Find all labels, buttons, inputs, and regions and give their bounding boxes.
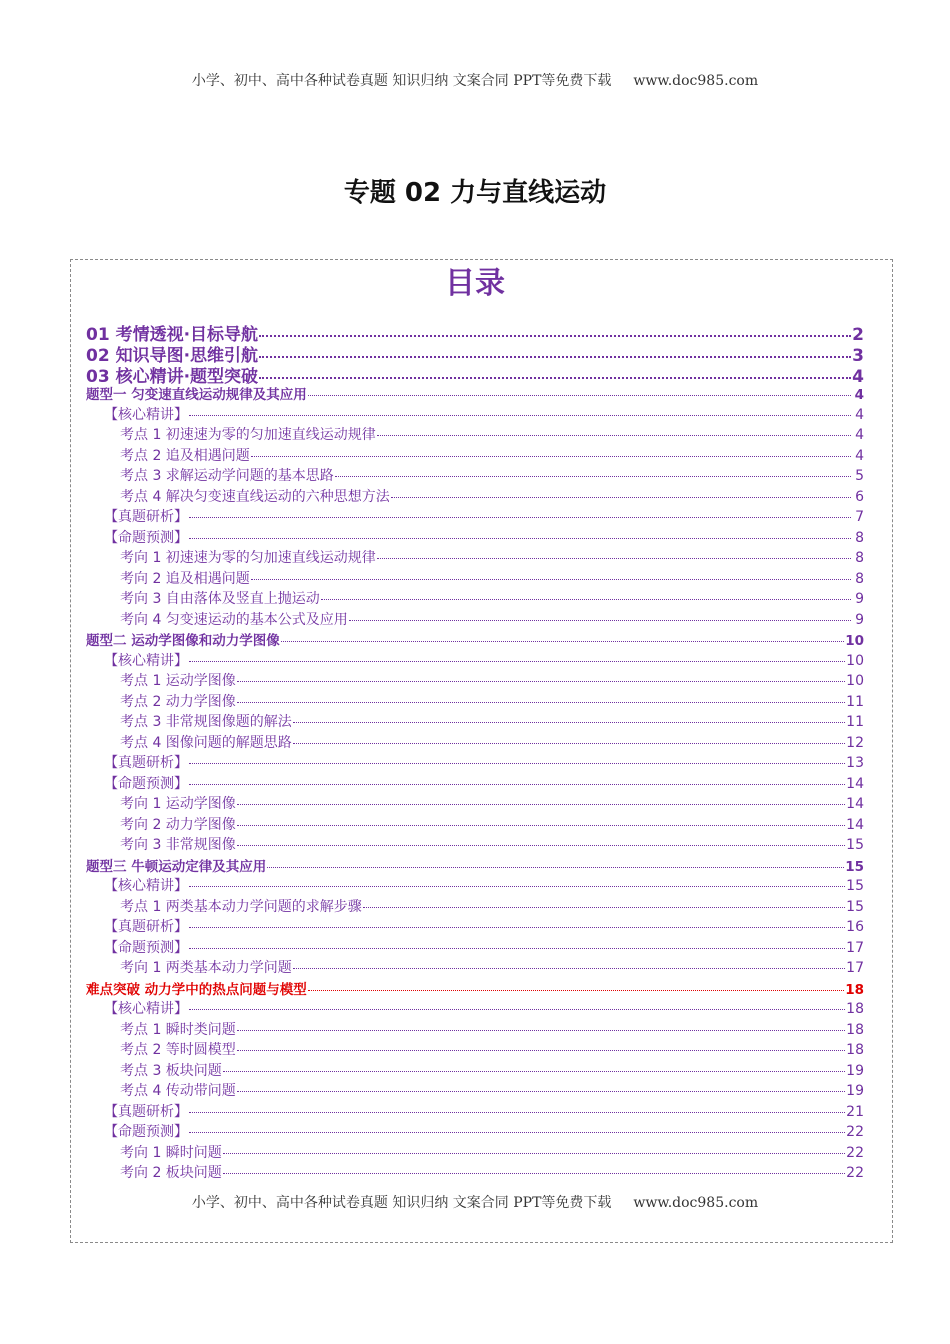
- toc-entry-page: 18: [846, 1042, 864, 1058]
- toc-entry[interactable]: [86, 834, 864, 855]
- dot-leader: [321, 599, 851, 600]
- toc-entry-label: 考点 2 动力学图像: [120, 693, 236, 710]
- dot-leader: [251, 456, 851, 457]
- toc-entry[interactable]: [86, 711, 864, 732]
- toc-entry-page: 10: [846, 673, 864, 689]
- page-header: [0, 70, 950, 90]
- toc-entry-page: 4: [855, 406, 864, 423]
- header-text: 小学、初中、高中各种试卷真题 知识归纳 文案合同 PPT等免费下载: [191, 73, 612, 89]
- toc-entry[interactable]: [86, 424, 864, 445]
- toc-entry[interactable]: [86, 527, 864, 548]
- dot-leader: [189, 1009, 845, 1010]
- toc-heading: 目录: [445, 266, 505, 301]
- toc-entry-page: 18: [846, 1001, 864, 1017]
- toc-entry[interactable]: [86, 916, 864, 937]
- toc-entry-page: 22: [846, 1165, 864, 1181]
- dot-leader: [237, 1030, 845, 1031]
- toc-entry-label: 考向 2 板块问题: [120, 1165, 222, 1181]
- toc-entry-page: 7: [855, 509, 864, 525]
- toc-entry-label: 考点 1 两类基本动力学问题的求解步骤: [120, 898, 362, 915]
- dot-leader: [223, 1153, 845, 1154]
- dot-leader: [281, 641, 845, 642]
- toc-entry-label: 【核心精讲】: [104, 878, 188, 894]
- toc-entry[interactable]: [86, 855, 864, 876]
- toc-entry-label: 考向 4 匀变速运动的基本公式及应用: [120, 611, 348, 628]
- toc-entry-label: 题型二 运动学图像和动力学图像: [86, 633, 280, 649]
- toc-entry[interactable]: [86, 1142, 864, 1163]
- toc-entry[interactable]: [86, 875, 864, 896]
- toc-entry-label: 【命题预测】: [104, 529, 188, 546]
- toc-entry[interactable]: [86, 588, 864, 609]
- dot-leader: [363, 907, 845, 908]
- toc-entry-page: 11: [846, 714, 864, 730]
- toc-entry-label: 考向 2 动力学图像: [120, 816, 236, 833]
- toc-entry[interactable]: [86, 486, 864, 507]
- toc-entry-page: 19: [846, 1062, 864, 1079]
- toc-entry-page: 10: [845, 633, 864, 649]
- toc-entry[interactable]: [86, 773, 864, 794]
- dot-leader: [237, 702, 845, 703]
- toc-entry-page: 18: [845, 981, 864, 998]
- toc-entry[interactable]: [86, 341, 864, 366]
- toc-entry[interactable]: [86, 609, 864, 630]
- page-footer: [0, 1192, 950, 1212]
- dot-leader: [308, 990, 845, 991]
- toc-entry[interactable]: [86, 650, 864, 671]
- toc-entry-page: 13: [846, 755, 864, 771]
- toc-entry-label: 【核心精讲】: [104, 652, 188, 669]
- toc-entry[interactable]: [86, 547, 864, 568]
- toc-entry[interactable]: [86, 1101, 864, 1122]
- toc-entry-label: 考向 1 两类基本动力学问题: [120, 960, 292, 976]
- toc-entry-label: 【真题研析】: [104, 755, 188, 771]
- toc-entry-label: 考点 2 追及相遇问题: [120, 447, 250, 464]
- toc-entry[interactable]: [86, 1060, 864, 1081]
- toc-entry[interactable]: [86, 670, 864, 691]
- dot-leader: [377, 435, 851, 436]
- toc-entry[interactable]: [86, 978, 864, 999]
- dot-leader: [267, 867, 844, 868]
- toc-entry-page: 15: [846, 898, 864, 915]
- toc-entry[interactable]: [86, 957, 864, 978]
- toc-entry-label: 【真题研析】: [104, 509, 188, 525]
- toc-entry-page: 14: [846, 796, 864, 812]
- toc-entry-label: 考向 3 非常规图像: [120, 837, 236, 853]
- toc-entry[interactable]: [86, 793, 864, 814]
- toc-entry-label: 考点 3 求解运动学问题的基本思路: [120, 468, 334, 484]
- dot-leader: [293, 722, 845, 723]
- dot-leader: [259, 377, 851, 379]
- dot-leader: [377, 558, 851, 559]
- toc-entry-label: 考向 1 初速速为零的匀加速直线运动规律: [120, 550, 376, 566]
- toc-entry-page: 16: [846, 919, 864, 935]
- dot-leader: [237, 1091, 845, 1092]
- footer-url[interactable]: www.doc985.com: [633, 1195, 759, 1211]
- toc-entry-page: 15: [845, 858, 864, 875]
- toc-entry[interactable]: [86, 1039, 864, 1060]
- toc-entry-label: 考点 1 初速速为零的匀加速直线运动规律: [120, 427, 376, 443]
- toc-entry[interactable]: [86, 691, 864, 712]
- toc-entry-page: 15: [846, 837, 864, 853]
- toc-entry-label: 考向 2 追及相遇问题: [120, 570, 250, 587]
- dot-leader: [189, 1132, 845, 1133]
- toc-entry[interactable]: [86, 1121, 864, 1142]
- toc-entry-label: 03 核心精讲·题型突破: [86, 367, 259, 387]
- toc-entry-label: 【核心精讲】: [104, 406, 188, 423]
- toc-entry-label: 考点 3 非常规图像题的解法: [120, 714, 292, 730]
- toc-entry[interactable]: [86, 998, 864, 1019]
- toc-entry-label: 考点 1 运动学图像: [120, 673, 236, 689]
- document-title: 专题 02 力与直线运动: [343, 178, 607, 208]
- toc-entry-label: 考向 1 运动学图像: [120, 796, 236, 812]
- toc-entry-label: 【命题预测】: [104, 939, 188, 956]
- dot-leader: [349, 620, 851, 621]
- dot-leader: [308, 395, 851, 396]
- toc-entry-label: 【命题预测】: [104, 1124, 188, 1140]
- toc-entry[interactable]: [86, 445, 864, 466]
- dot-leader: [237, 1050, 845, 1051]
- toc-entry-page: 3: [852, 346, 864, 366]
- toc-entry-label: 【命题预测】: [104, 775, 188, 792]
- dot-leader: [237, 804, 845, 805]
- dot-leader: [189, 1112, 845, 1113]
- toc-list: [86, 320, 864, 1183]
- toc-entry[interactable]: [86, 383, 864, 404]
- toc-entry-page: 17: [846, 939, 864, 956]
- toc-entry-page: 6: [855, 488, 864, 505]
- toc-entry-page: 19: [846, 1083, 864, 1099]
- dot-leader: [223, 1173, 845, 1174]
- toc-entry[interactable]: [86, 404, 864, 425]
- toc-entry[interactable]: [86, 568, 864, 589]
- toc-entry[interactable]: [86, 465, 864, 486]
- dot-leader: [237, 825, 845, 826]
- toc-entry-page: 22: [846, 1124, 864, 1140]
- toc-entry-label: 难点突破 动力学中的热点问题与模型: [86, 981, 307, 998]
- toc-entry-page: 8: [855, 550, 864, 566]
- toc-entry[interactable]: [86, 1019, 864, 1040]
- toc-entry-label: 考点 4 图像问题的解题思路: [120, 734, 292, 751]
- toc-entry-page: 4: [854, 387, 864, 403]
- toc-entry-label: 题型三 牛顿运动定律及其应用: [86, 858, 267, 875]
- toc-entry-label: 考点 4 传动带问题: [120, 1083, 236, 1099]
- toc-entry[interactable]: [86, 937, 864, 958]
- toc-entry-page: 12: [846, 734, 864, 751]
- toc-entry-page: 14: [846, 775, 864, 792]
- toc-entry-page: 4: [855, 447, 864, 464]
- toc-entry-label: 【真题研析】: [104, 919, 188, 935]
- toc-entry-page: 8: [855, 570, 864, 587]
- header-url[interactable]: www.doc985.com: [633, 73, 759, 89]
- toc-entry[interactable]: [86, 814, 864, 835]
- dot-leader: [335, 476, 851, 477]
- toc-entry-label: 【真题研析】: [104, 1103, 188, 1120]
- dot-leader: [237, 681, 845, 682]
- toc-entry-page: 22: [846, 1144, 864, 1161]
- toc-entry[interactable]: [86, 752, 864, 773]
- toc-entry-page: 10: [846, 652, 864, 669]
- toc-entry-label: 02 知识导图·思维引航: [86, 346, 259, 366]
- toc-entry-page: 14: [846, 816, 864, 833]
- dot-leader: [189, 661, 845, 662]
- dot-leader: [189, 763, 845, 764]
- toc-entry-page: 15: [846, 878, 864, 894]
- toc-entry[interactable]: [86, 1080, 864, 1101]
- dot-leader: [189, 886, 845, 887]
- toc-entry-label: 01 考情透视·目标导航: [86, 325, 259, 345]
- dot-leader: [251, 579, 851, 580]
- toc-entry-page: 2: [852, 325, 864, 345]
- dot-leader: [189, 948, 845, 949]
- dot-leader: [391, 497, 851, 498]
- toc-entry[interactable]: [86, 1162, 864, 1183]
- toc-entry-page: 21: [846, 1103, 864, 1120]
- footer-text: 小学、初中、高中各种试卷真题 知识归纳 文案合同 PPT等免费下载: [191, 1195, 612, 1211]
- dot-leader: [237, 845, 845, 846]
- toc-entry-page: 17: [846, 960, 864, 976]
- toc-entry-label: 【核心精讲】: [104, 1001, 188, 1017]
- dot-leader: [189, 927, 845, 928]
- toc-entry[interactable]: [86, 362, 864, 387]
- dot-leader: [189, 784, 845, 785]
- dot-leader: [223, 1071, 845, 1072]
- toc-entry-label: 考点 2 等时圆模型: [120, 1042, 236, 1058]
- toc-entry-label: 考点 3 板块问题: [120, 1062, 222, 1079]
- toc-entry-label: 题型一 匀变速直线运动规律及其应用: [86, 387, 307, 403]
- toc-entry-page: 8: [855, 529, 864, 546]
- toc-entry-page: 4: [852, 367, 864, 387]
- toc-entry[interactable]: [86, 629, 864, 650]
- toc-entry-page: 9: [855, 611, 864, 628]
- dot-leader: [259, 356, 851, 358]
- toc-entry[interactable]: [86, 506, 864, 527]
- toc-entry-page: 5: [855, 468, 864, 484]
- dot-leader: [189, 517, 851, 518]
- toc-entry-page: 4: [855, 427, 864, 443]
- dot-leader: [293, 743, 845, 744]
- toc-entry[interactable]: [86, 320, 864, 345]
- toc-entry-page: 9: [855, 591, 864, 607]
- toc-entry-label: 考点 1 瞬时类问题: [120, 1021, 236, 1038]
- toc-entry[interactable]: [86, 896, 864, 917]
- toc-entry-label: 考向 1 瞬时问题: [120, 1144, 222, 1161]
- toc-entry-page: 18: [846, 1021, 864, 1038]
- toc-entry-page: 11: [846, 693, 864, 710]
- dot-leader: [189, 415, 851, 416]
- toc-entry-label: 考向 3 自由落体及竖直上抛运动: [120, 591, 320, 607]
- toc-entry-label: 考点 4 解决匀变速直线运动的六种思想方法: [120, 488, 390, 505]
- dot-leader: [293, 968, 845, 969]
- toc-entry[interactable]: [86, 732, 864, 753]
- dot-leader: [259, 335, 851, 337]
- dot-leader: [189, 538, 851, 539]
